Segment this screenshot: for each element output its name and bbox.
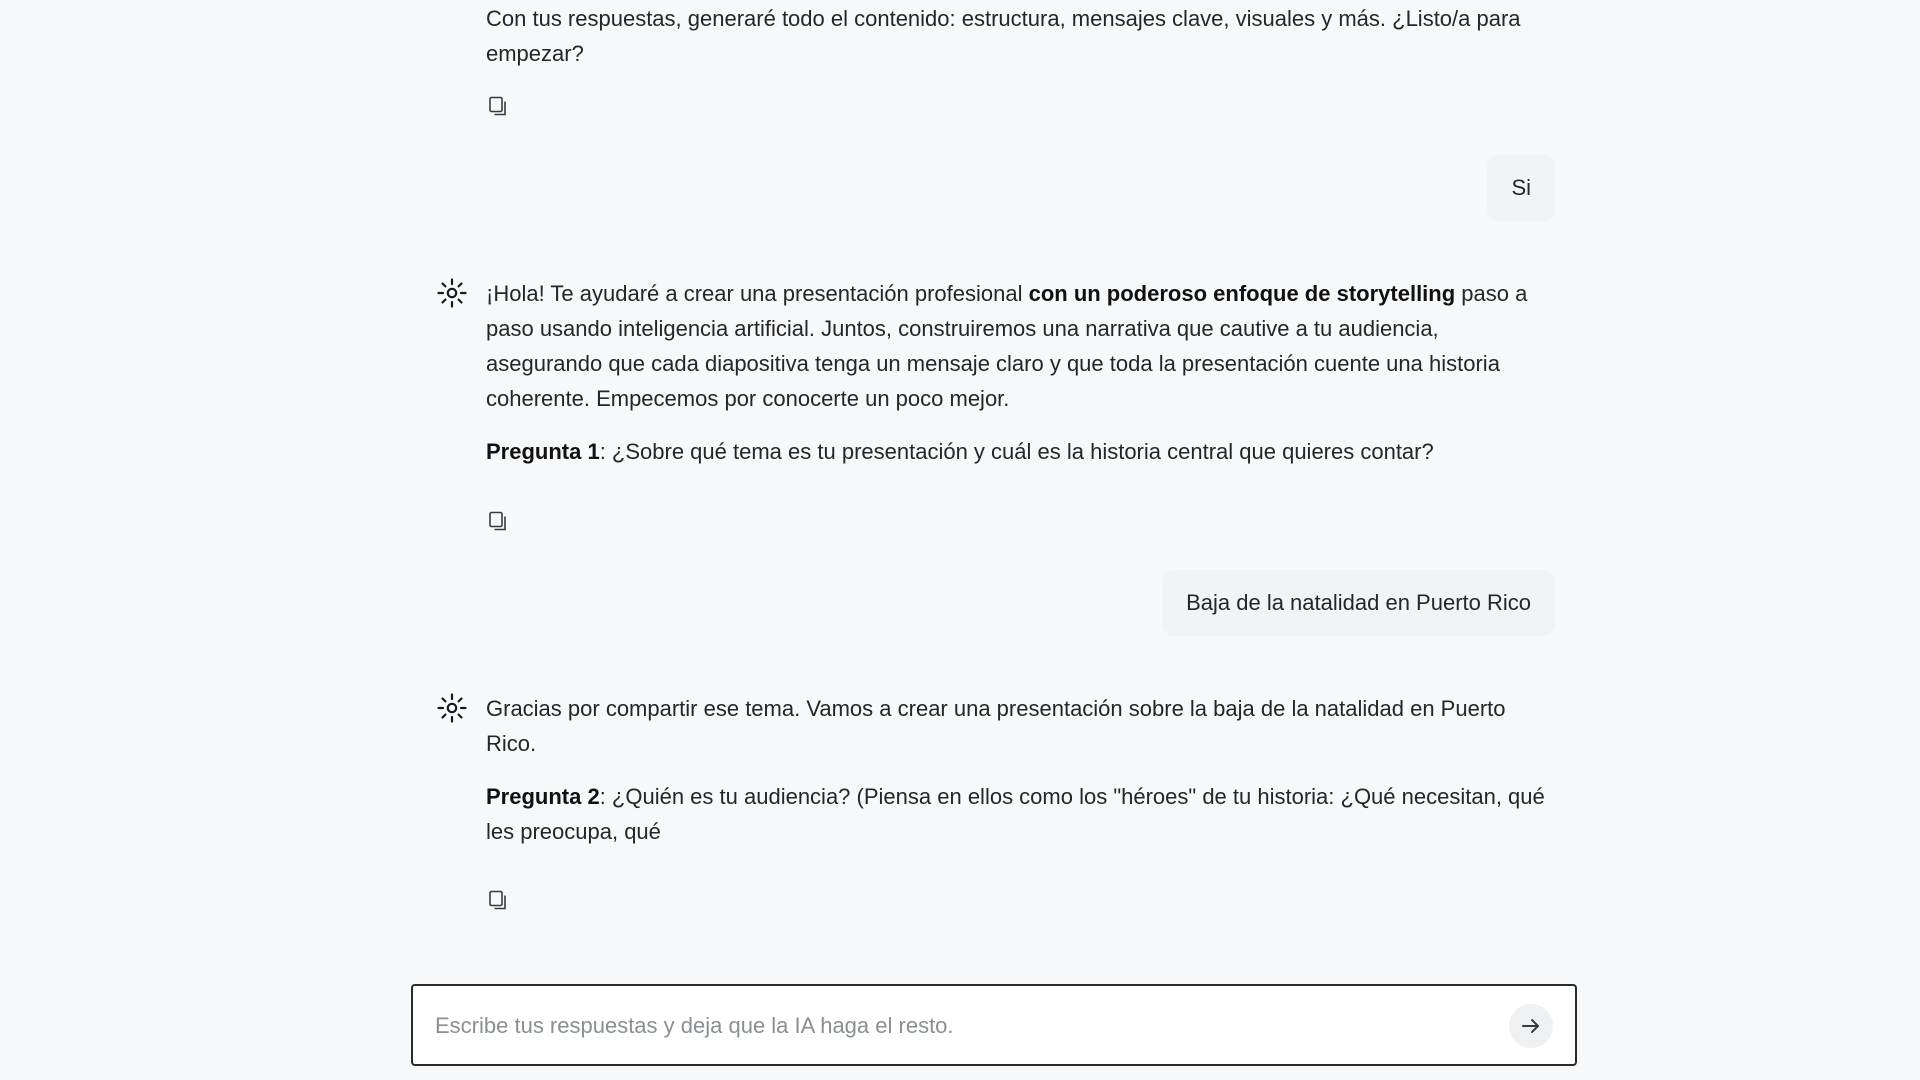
message-text-start: ¡Hola! Te ayudaré a crear una presentación profesional [486, 281, 1029, 306]
user-message-text: Si [1511, 175, 1531, 200]
question-paragraph [486, 779, 1556, 849]
message-paragraph [486, 276, 1556, 416]
message-text-end: paso a paso usando inteligencia artificial. Juntos, construiremos una narrativa que cautive a tu audiencia, asegurando que cada diapositiva tenga un mensaje claro y que toda la presentación cuente una historia coherente. Empecemos por conocerte un poco mejor. [486, 281, 1528, 411]
assistant-avatar [436, 692, 468, 724]
assistant-message-intro [486, 1, 1556, 71]
arrow-right-icon [1519, 1014, 1543, 1038]
assistant-avatar [436, 277, 468, 309]
question-text: : ¿Quién es tu audiencia? (Piensa en ellos como los "héroes" de tu historia: ¿Qué necesitan, qué les preocupa, qué [486, 784, 1545, 844]
message-text-bold: con un poderoso enfoque de storytelling [1028, 281, 1456, 306]
question-paragraph [486, 434, 1556, 469]
copy-button[interactable] [484, 92, 512, 120]
question-label: Pregunta 2 [486, 784, 600, 809]
copy-icon [487, 510, 509, 532]
assistant-message-2 [486, 691, 1556, 849]
user-message-bubble [1487, 155, 1555, 221]
message-composer [411, 984, 1577, 1066]
copy-button[interactable] [484, 886, 512, 914]
sparkle-sun-icon [436, 692, 468, 724]
message-paragraph: Gracias por compartir ese tema. Vamos a crear una presentación sobre la baja de la natalidad en Puerto Rico. [486, 696, 1506, 756]
user-message-text: Baja de la natalidad en Puerto Rico [1186, 590, 1531, 615]
message-input[interactable] [433, 986, 1497, 1066]
question-text: : ¿Sobre qué tema es tu presentación y cuál es la historia central que quieres contar? [599, 439, 1434, 464]
copy-icon [487, 889, 509, 911]
copy-button[interactable] [484, 507, 512, 535]
user-message-bubble [1162, 570, 1555, 636]
copy-icon [487, 95, 509, 117]
message-text: Con tus respuestas, generaré todo el contenido: estructura, mensajes clave, visuales y más. ¿Listo/a para empezar? [486, 6, 1521, 66]
assistant-message-1 [486, 276, 1556, 469]
send-button[interactable] [1509, 1004, 1553, 1048]
sparkle-sun-icon [436, 277, 468, 309]
question-label: Pregunta 1 [486, 439, 600, 464]
